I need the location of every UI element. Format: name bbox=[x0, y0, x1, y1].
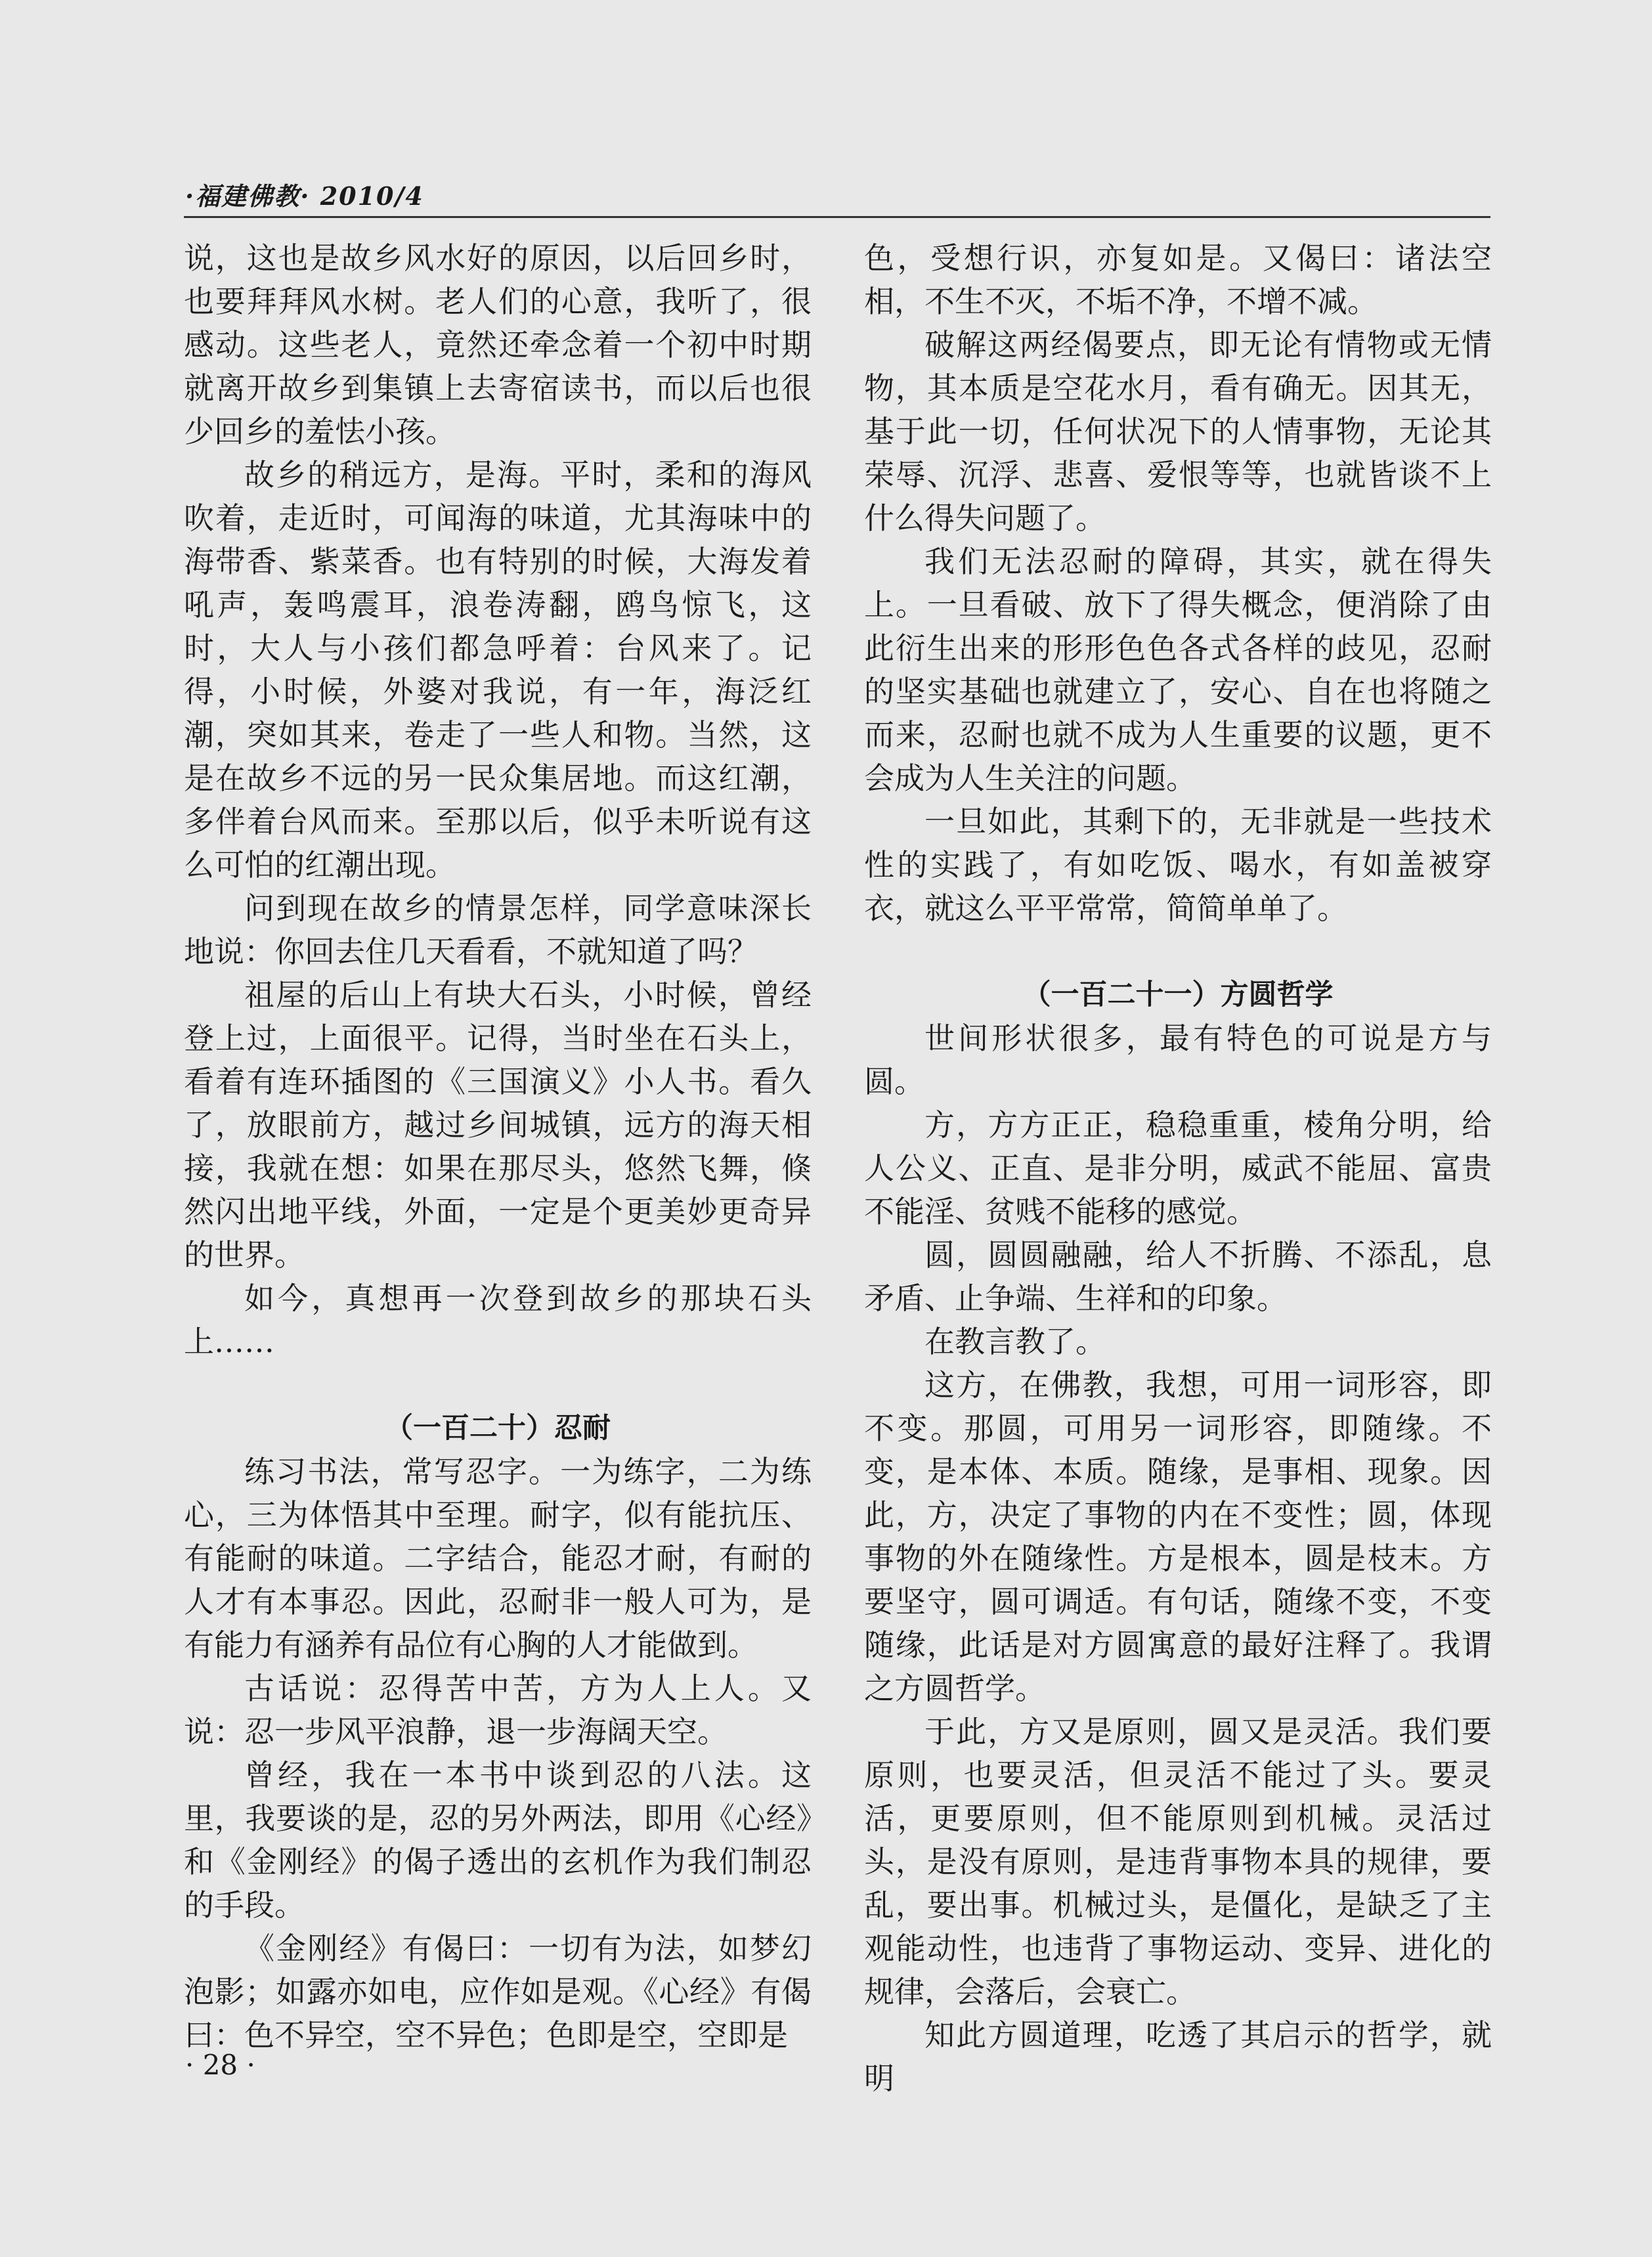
section-heading: （一百二十一）方圆哲学 bbox=[1022, 978, 1334, 1011]
left-column bbox=[184, 236, 812, 2057]
paragraph: 练习书法，常写忍字。一为练字，二为练心，三为体悟其中至理。耐字，似有能抗压、有能耐的味道。二字结合，能忍才耐，有耐的人才有本事忍。因此，忍耐非一般人可为，是有能力有涵养有品位有心胸的人才能做到。 bbox=[184, 1454, 812, 1663]
paragraph: 一旦如此，其剩下的，无非就是一些技术性的实践了，有如吃饭、喝水，有如盖被穿衣，就这么平平常常，简简单单了。 bbox=[864, 804, 1492, 926]
paragraph: 《金刚经》有偈曰：一切有为法，如梦幻泡影；如露亦如电，应作如是观。《心经》有偈曰：色不异空，空不异色；色即是空，空即是 bbox=[184, 1931, 812, 2053]
paragraph: 故乡的稍远方，是海。平时，柔和的海风吹着，走近时，可闻海的味道，尤其海味中的海带香、紫菜香。也有特别的时候，大海发着吼声，轰鸣震耳，浪卷涛翻，鸥鸟惊飞，这时，大人与小孩们都急呼着：台风来了。记得，小时候，外婆对我说，有一年，海泛红潮，突如其来，卷走了一些人和物。当然，这是在故乡不远的另一民众集居地。而这红潮，多伴着台风而来。至那以后，似乎未听说有这么可怕的红潮出现。 bbox=[184, 457, 812, 883]
paragraph: 古话说：忍得苦中苦，方为人上人。又说：忍一步风平浪静，退一步海阔天空。 bbox=[184, 1671, 812, 1749]
section-spacer bbox=[864, 930, 1492, 973]
right-column bbox=[864, 236, 1492, 2100]
paragraph: 祖屋的后山上有块大石头，小时候，曾经登上过，上面很平。记得，当时坐在石头上，看着有连环插图的《三国演义》小人书。看久了，放眼前方，越过乡间城镇，远方的海天相接，我就在想：如果在那尽头，悠然飞舞，倏然闪出地平线，外面，一定是个更美妙更奇异的世界。 bbox=[184, 977, 812, 1273]
paragraph: 这方，在佛教，我想，可用一词形容，即不变。那圆，可用另一词形容，即随缘。不变，是本体、本质。随缘，是事相、现象。因此，方，决定了事物的内在不变性；圆，体现事物的外在随缘性。方是根本，圆是枝末。方要坚守，圆可调适。有句话，随缘不变，不变随缘，此话是对方圆寓意的最好注释了。我谓之方圆哲学。 bbox=[864, 1367, 1492, 1706]
header-rule bbox=[184, 216, 1490, 218]
paragraph: 世间形状很多，最有特色的可说是方与圆。 bbox=[864, 1020, 1492, 1099]
paragraph: 方，方方正正，稳稳重重，棱角分明，给人公义、正直、是非分明，威武不能屈、富贵不能淫、贫贱不能移的感觉。 bbox=[864, 1107, 1492, 1229]
paragraph: 色，受想行识，亦复如是。又偈曰：诸法空相，不生不灭，不垢不净，不增不减。 bbox=[864, 240, 1492, 319]
paragraph: 知此方圆道理，吃透了其启示的哲学，就明 bbox=[864, 2017, 1492, 2096]
paragraph: 破解这两经偈要点，即无论有情物或无情物，其本质是空花水月，看有确无。因其无，基于此一切，任何状况下的人情事物，无论其荣辱、沉浮、悲喜、爱恨等等，也就皆谈不上什么得失问题了。 bbox=[864, 327, 1492, 536]
paragraph: 说，这也是故乡风水好的原因，以后回乡时，也要拜拜风水树。老人们的心意，我听了，很感动。这些老人，竟然还牵念着一个初中时期就离开故乡到集镇上去寄宿读书，而以后也很少回乡的羞怯小孩。 bbox=[184, 240, 812, 449]
paragraph: 问到现在故乡的情景怎样，同学意味深长地说：你回去住几天看看，不就知道了吗？ bbox=[184, 890, 812, 969]
paragraph: 我们无法忍耐的障碍，其实，就在得失上。一旦看破、放下了得失概念，便消除了由此衍生出来的形形色色各式各样的歧见，忍耐的坚实基础也就建立了，安心、自在也将随之而来，忍耐也就不成为人生重要的议题，更不会成为人生关注的问题。 bbox=[864, 544, 1492, 796]
paragraph: 圆，圆圆融融，给人不折腾、不添乱，息矛盾、止争端、生祥和的印象。 bbox=[864, 1237, 1492, 1316]
section-heading: （一百二十）忍耐 bbox=[385, 1412, 611, 1445]
paragraph: 在教言教了。 bbox=[924, 1324, 1106, 1359]
paragraph: 如今，真想再一次登到故乡的那块石头上…… bbox=[184, 1281, 812, 1359]
paragraph: 于此，方又是原则，圆又是灵活。我们要原则，也要灵活，但灵活不能过了头。要灵活，更要原则，但不能原则到机械。灵活过头，是没有原则，是违背事物本具的规律，要乱，要出事。机械过头，是僵化，是缺乏了主观能动性，也违背了事物运动、变异、进化的规律，会落后，会衰亡。 bbox=[864, 1714, 1492, 2009]
paragraph: 曾经，我在一本书中谈到忍的八法。这里，我要谈的是，忍的另外两法，即用《心经》和《金刚经》的偈子透出的玄机作为我们制忍的手段。 bbox=[184, 1757, 812, 1923]
journal-header: ·福建佛教· 2010/4 bbox=[185, 181, 424, 211]
section-spacer bbox=[184, 1363, 812, 1407]
page-number: · 28 · bbox=[185, 2049, 255, 2081]
